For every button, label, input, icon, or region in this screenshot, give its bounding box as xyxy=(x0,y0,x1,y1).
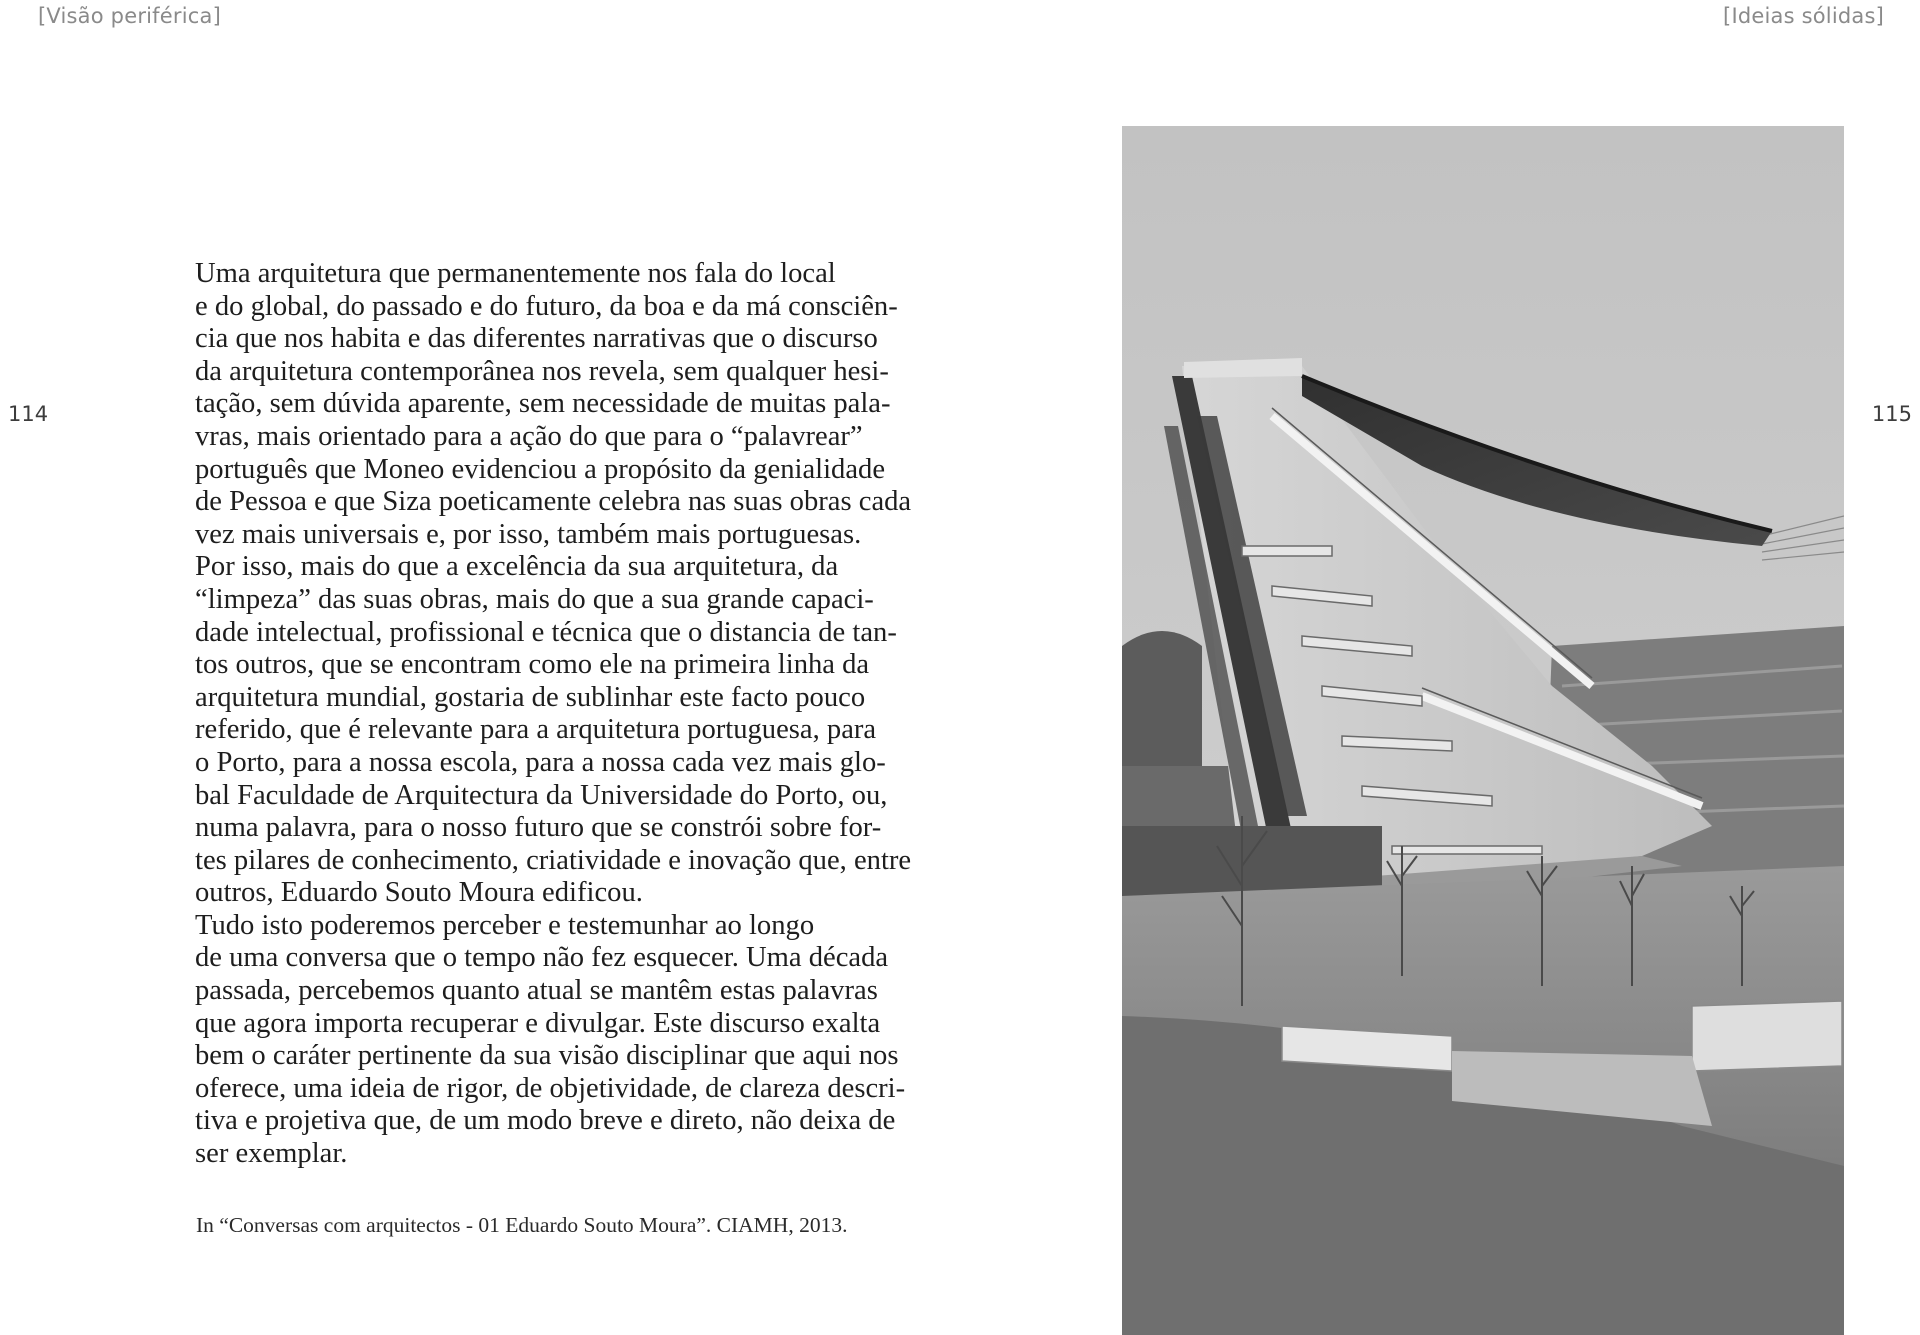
text-line: vras, mais orientado para a ação do que para o “palavrear” xyxy=(195,420,863,452)
text-line: outros, Eduardo Souto Moura edificou. xyxy=(195,877,643,909)
stadium-illustration xyxy=(1122,126,1844,1335)
text-line: vez mais universais e, por isso, também mais portuguesas. xyxy=(195,518,862,550)
text-line: tes pilares de conhecimento, criatividade e inovação que, entre xyxy=(195,844,912,876)
text-line: que agora importa recuperar e divulgar. Este discurso exalta xyxy=(195,1007,881,1039)
page-number-right: 115 xyxy=(1871,402,1912,426)
citation: In “Conversas com arquitectos - 01 Eduardo Souto Moura”. CIAMH, 2013. xyxy=(196,1213,848,1237)
stadium-photo xyxy=(1122,126,1844,1335)
text-line: tiva e projetiva que, de um modo breve e direto, não deixa de xyxy=(195,1105,896,1137)
text-line: dade intelectual, profissional e técnica que o distancia de tan- xyxy=(195,616,897,648)
text-line: tos outros, que se encontram como ele na primeira linha da xyxy=(195,649,870,681)
text-line: português que Moneo evidenciou a propósito da genialidade xyxy=(195,453,886,485)
paragraph-3 xyxy=(151,909,906,1171)
text-line: numa palavra, para o nosso futuro que se constrói sobre for- xyxy=(195,812,882,844)
text-line: da arquitetura contemporânea nos revela, sem qualquer hesi- xyxy=(195,355,889,387)
text-line: cia que nos habita e das diferentes narrativas que o discurso xyxy=(195,323,878,355)
paragraph-2 xyxy=(151,551,912,910)
running-head-right: [Ideias sólidas] xyxy=(1723,4,1884,28)
text-line: tação, sem dúvida aparente, sem necessidade de muitas pala- xyxy=(195,388,891,420)
text-line: passada, percebemos quanto atual se mantêm estas palavras xyxy=(195,975,878,1007)
body-text xyxy=(151,258,912,1171)
text-line: e do global, do passado e do futuro, da boa e da má consciên- xyxy=(195,290,898,322)
stone-wall-right xyxy=(1692,1001,1842,1071)
text-line: o Porto, para a nossa escola, para a nossa cada vez mais glo- xyxy=(195,746,886,778)
text-line: Por isso, mais do que a excelência da sua arquitetura, da xyxy=(195,551,839,583)
page-number-left: 114 xyxy=(8,402,49,426)
text-line: oferece, uma ideia de rigor, de objetividade, de clareza descri- xyxy=(195,1072,906,1104)
running-head-left: [Visão periférica] xyxy=(38,4,221,28)
paragraph-1 xyxy=(151,258,912,551)
text-line: bem o caráter pertinente da sua visão disciplinar que aqui nos xyxy=(195,1040,899,1072)
text-line: “limpeza” das suas obras, mais do que a sua grande capaci- xyxy=(195,583,874,615)
text-line: arquitetura mundial, gostaria de sublinhar este facto pouco xyxy=(195,681,866,713)
text-line: Uma arquitetura que permanentemente nos fala do local xyxy=(195,258,836,289)
text-line: referido, que é relevante para a arquitetura portuguesa, para xyxy=(195,714,877,746)
text-line: bal Faculdade de Arquitectura da Universidade do Porto, ou, xyxy=(195,779,888,811)
text-line: de Pessoa e que Siza poeticamente celebra nas suas obras cada xyxy=(195,486,912,518)
text-line: de uma conversa que o tempo não fez esquecer. Uma década xyxy=(195,942,889,974)
text-line: ser exemplar. xyxy=(195,1138,348,1170)
text-line: Tudo isto poderemos perceber e testemunhar ao longo xyxy=(195,909,815,941)
